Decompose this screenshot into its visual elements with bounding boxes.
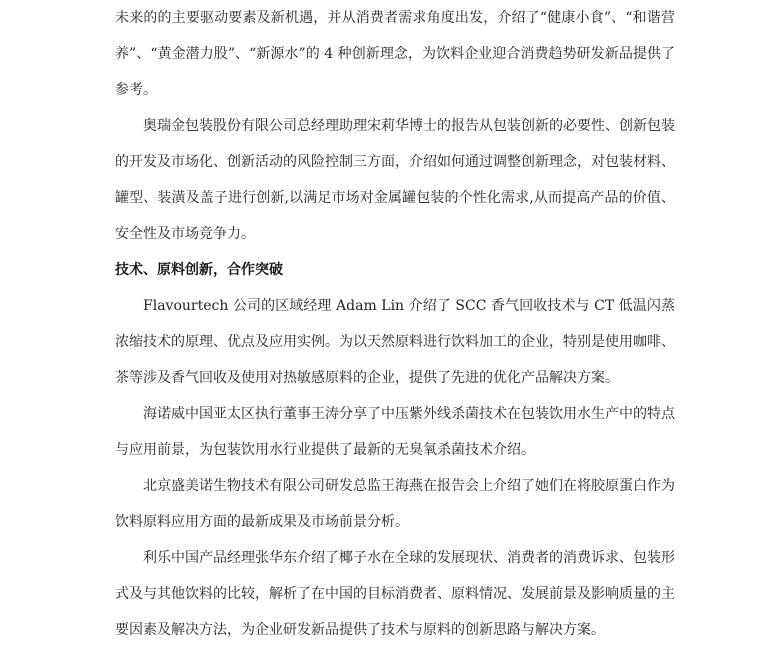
paragraph-coconut-water: 利乐中国产品经理张华东介绍了椰子水在全球的发展现状、消费者的消费诉求、包装形式及与其他饮料的比较，解析了在中国的目标消费者、原料情况、发展前景及影响质量的主要因素及解决方法，为企业研发新品提供了技术与原料的创新思路与解决方案。 bbox=[115, 550, 675, 638]
paragraph-packaging-innovation: 奥瑞金包装股份有限公司总经理助理宋莉华博士的报告从包装创新的必要性、创新包装的开发及市场化、创新活动的风险控制三方面，介绍如何通过调整创新理念，对包装材料、罐型、装潢及盖子进行创新,以满足市场对金属罐包装的个性化需求,从而提高产品的价值、安全性及市场竞争力。 bbox=[115, 118, 675, 242]
paragraph-flavourtech: Flavourtech 公司的区域经理 Adam Lin 介绍了 SCC 香气回收技术与 CT 低温闪蒸浓缩技术的原理、优点及应用实例。为以天然原料进行饮料加工的企业，特别是使用咖啡、茶等涉及香气回收及使用对热敏感原料的企业，提供了先进的优化产品解决方案。 bbox=[115, 298, 675, 386]
paragraph-hanovia: 海诺威中国亚太区执行董事王涛分享了中压紫外线杀菌技术在包装饮用水生产中的特点与应用前景，为包装饮用水行业提供了最新的无臭氧杀菌技术介绍。 bbox=[115, 406, 675, 458]
section-heading: 技术、原料创新，合作突破 bbox=[115, 262, 283, 278]
paragraph-intro: 未来的的主要驱动要素及新机遇，并从消费者需求角度出发，介绍了“健康小食”、“和谐营养”、“黄金潜力股”、“新源水”的 4 种创新理念，为饮料企业迎合消费趋势研发新品提供了参考。 bbox=[115, 10, 675, 98]
paragraph-beijing-collagen: 北京盛美诺生物技术有限公司研发总监王海燕在报告会上介绍了她们在将胶原蛋白作为饮料原料应用方面的最新成果及市场前景分析。 bbox=[115, 478, 675, 530]
article-body bbox=[115, 0, 675, 648]
